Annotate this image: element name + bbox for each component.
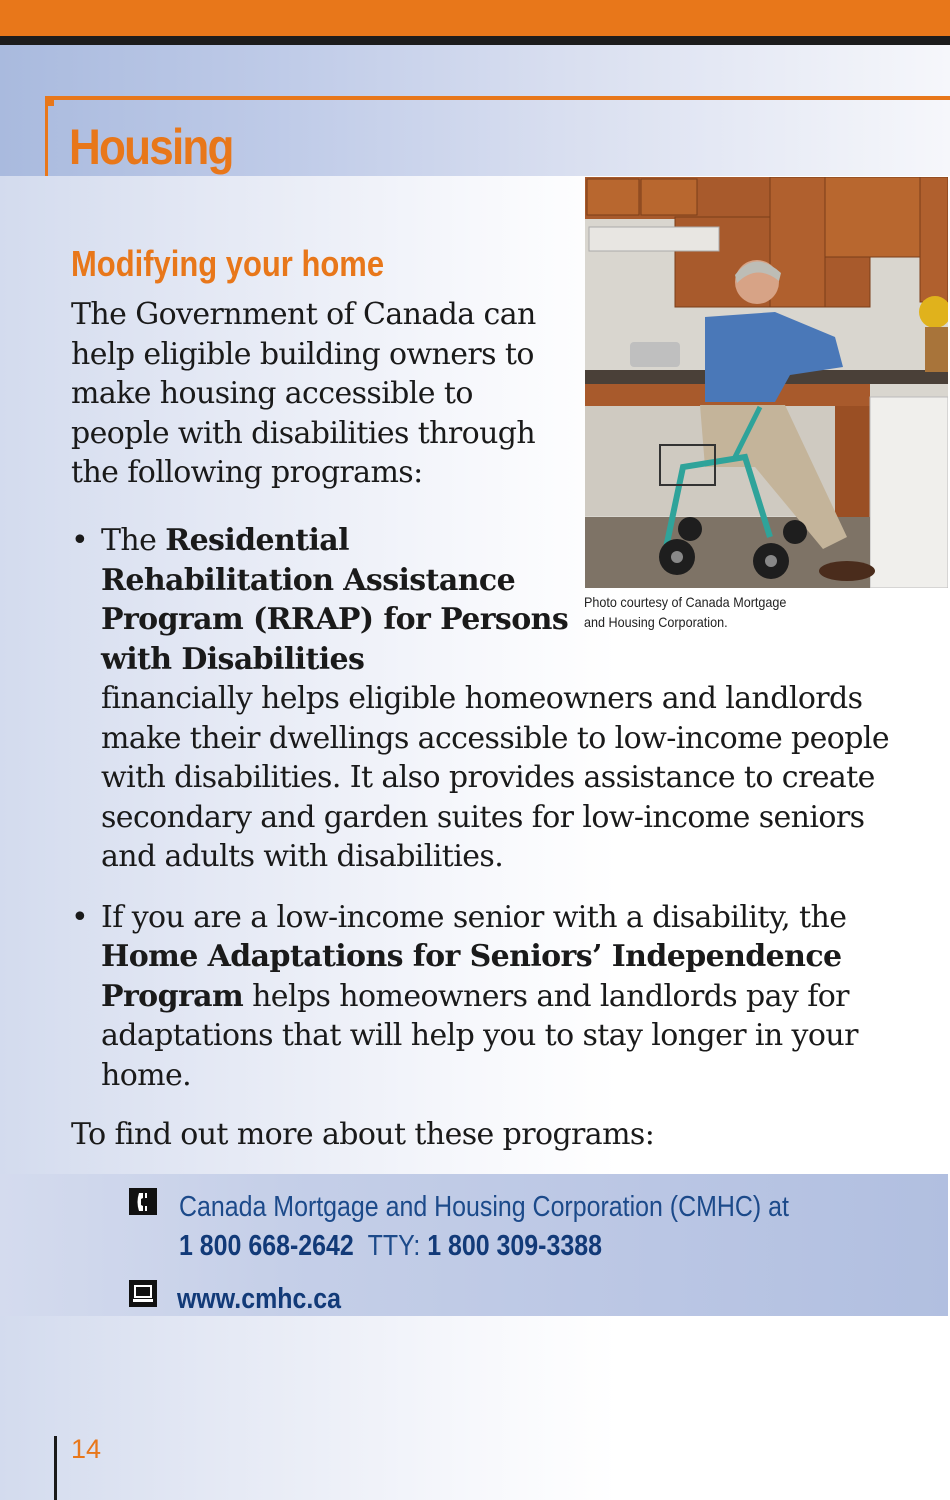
program-name-hasi: Home Adaptations for Seniors’ Independence Program (101, 939, 842, 1014)
photo-caption-line-2: and Housing Corporation. (584, 614, 728, 630)
program-list (71, 521, 901, 1095)
section-heading: Modifying your home (71, 243, 385, 284)
contact-org: Canada Mortgage and Housing Corporation (CMHC) at (179, 1191, 789, 1223)
program-description: helps homeowners and landlords pay for adaptations that will help you to stay longer in your home. (101, 978, 858, 1093)
contact-tty-number[interactable]: 1 800 309-3388 (427, 1230, 602, 1262)
contact-phone-text (179, 1188, 789, 1266)
website-link[interactable]: www.cmhc.ca (177, 1283, 342, 1315)
program-item-hasi (71, 898, 901, 1096)
contact-tty-label: TTY: (367, 1230, 421, 1262)
page-number: 14 (71, 1434, 102, 1464)
header-rule (45, 96, 950, 100)
contact-box (0, 1174, 948, 1316)
more-info-text: To find out more about these programs: (71, 1117, 655, 1152)
program-name-rrap: Residential Rehabilitation Assistance Program (RRAP) for Persons with Disabilities (101, 523, 569, 677)
phone-icon (129, 1188, 157, 1215)
top-orange-band (0, 0, 950, 36)
contact-web-text (177, 1280, 341, 1319)
top-dark-stripe (0, 36, 950, 45)
page-title: Housing (69, 119, 233, 175)
photo-caption-line-1: Photo courtesy of Canada Mortgage (584, 594, 787, 610)
program-item-rrap (71, 521, 901, 877)
intro-paragraph: The Government of Canada can help eligible building owners to make housing accessible to people with disabilities through the following programs: (71, 297, 536, 490)
contact-web-row (129, 1280, 368, 1319)
program-prefix: The (101, 523, 166, 558)
page-number-rule (54, 1436, 57, 1500)
contact-phone-row (129, 1188, 888, 1266)
computer-icon (129, 1280, 157, 1307)
program-prefix: If you are a low-income senior with a disability, the (101, 899, 847, 935)
header-bracket (45, 96, 48, 176)
header-bracket-nub (45, 96, 54, 106)
bullet-dot: • (71, 523, 89, 558)
program-description: financially helps eligible homeowners and landlords make their dwellings accessible to low-income people with disabilities. It also provides assistance to create secondary and garden suites for low-income seniors and adults with disabilities. (101, 681, 890, 874)
contact-phone-number[interactable]: 1 800 668-2642 (179, 1230, 354, 1262)
bullet-dot: • (71, 899, 89, 935)
